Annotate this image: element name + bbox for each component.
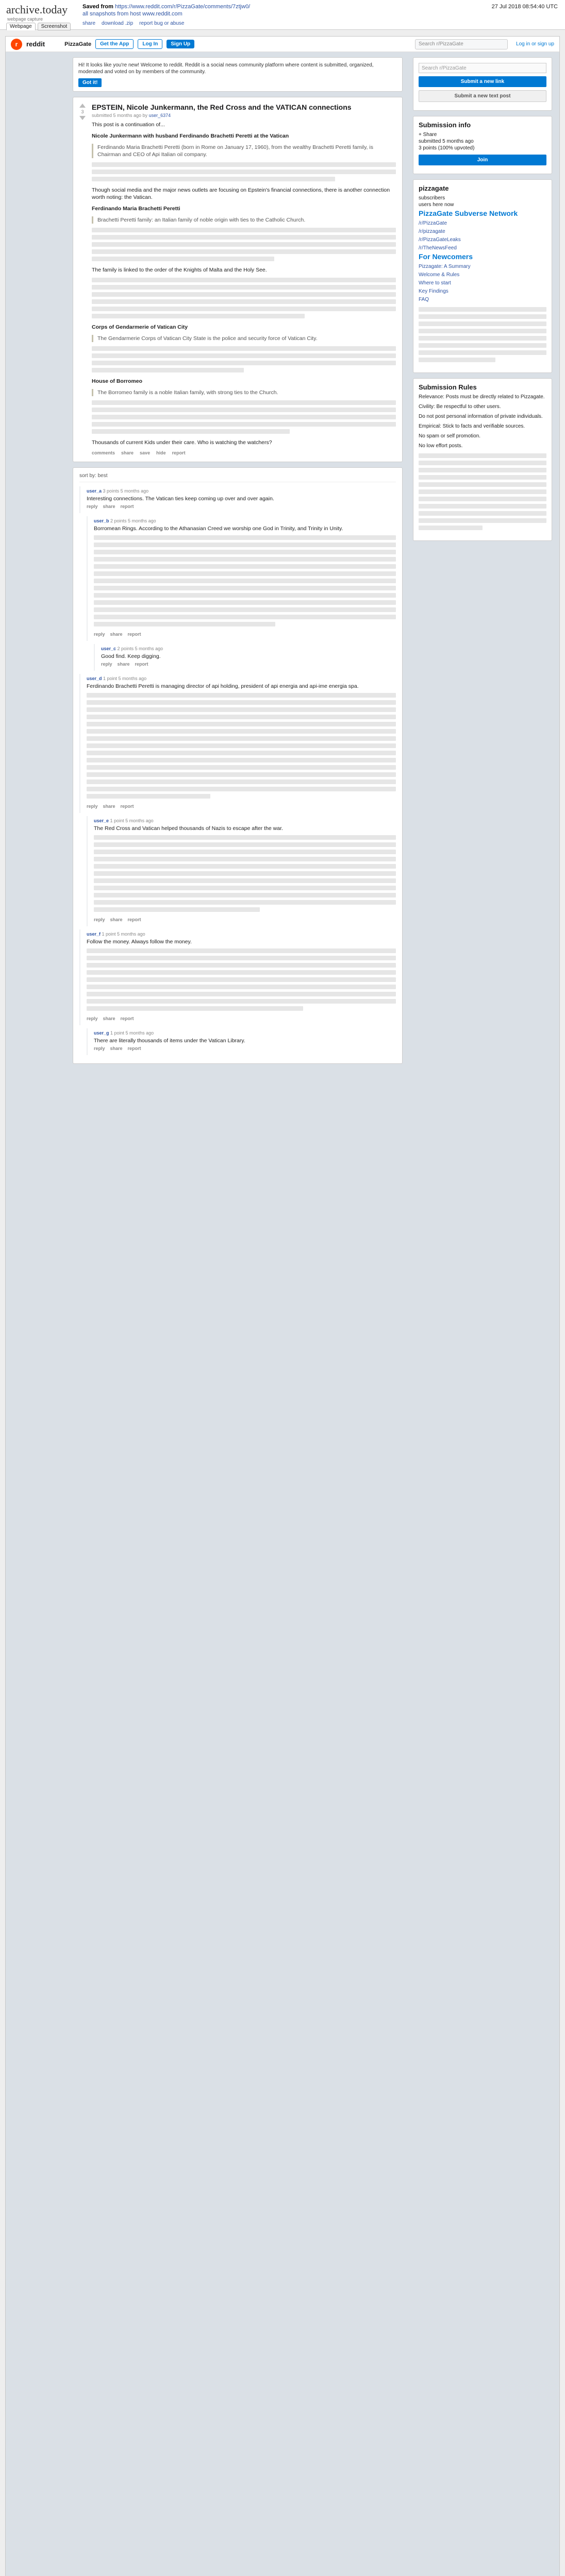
comment-score: 3 points 5 months ago [103,488,149,494]
submission-info-title: Submission info [419,121,471,129]
reply-button[interactable]: reply [87,804,98,809]
comment [79,929,396,1025]
share-button[interactable]: share [121,450,134,455]
network-link[interactable]: /r/pizzagate [419,229,445,234]
share-button[interactable]: share [117,662,130,667]
rule-item: Do not post personal information of private individuals. [419,414,543,419]
post-intro: This post is a continuation of... [92,122,165,128]
comment-meta [94,1030,396,1036]
comment [79,486,396,513]
comment-score: 1 point 5 months ago [110,1030,154,1036]
comment-author[interactable]: user_c [101,646,117,651]
rule-item: Empirical: Stick to facts and verifiable sources. [419,423,525,429]
filler-block [87,948,396,1011]
share-button[interactable]: share [110,632,123,637]
network-link[interactable]: /r/PizzaGateLeaks [419,237,461,243]
post-card [73,97,403,462]
post-meta [92,113,396,118]
comments-section [73,467,403,1064]
comment-meta [87,931,396,937]
comment-score: 1 point 5 months ago [102,931,145,937]
post-actions [92,450,396,455]
reply-button[interactable]: reply [87,504,98,509]
filler-block [94,535,396,626]
comment-text: Follow the money. Always follow the money. [87,939,192,945]
reddit-wordmark[interactable]: reddit [26,40,45,48]
comment-actions [94,632,396,637]
post-author[interactable]: user_6374 [148,113,171,118]
comment-meta [87,676,396,681]
got-it-button[interactable]: Got it! [78,78,102,87]
comment-actions [87,804,396,809]
comment-author[interactable]: user_b [94,518,109,523]
report-link[interactable]: report bug or abuse [139,21,185,26]
filler-block [419,307,546,362]
post-score: 3 [81,109,84,114]
comment-text: The Red Cross and Vatican helped thousands of Nazis to escape after the war. [94,825,283,832]
reddit-logo-icon[interactable]: r [11,39,22,50]
saved-from-url[interactable]: https://www.reddit.com/r/PizzaGate/comments/7ztjw0/ [114,4,251,10]
upvote-icon[interactable] [79,104,86,108]
filler-block [419,453,546,530]
rule-item: Civility: Be respectful to other users. [419,404,501,410]
comment-text: Borromean Rings. According to the Athanasian Creed we worship one God in Trinity, and Trinity in Unity. [94,526,343,532]
share-button[interactable]: share [110,917,123,922]
comment-text: Ferdinando Brachetti Peretti is managing director of api holding, president of api energia and api-ime energia spa. [87,683,359,689]
info-line: submitted 5 months ago [419,139,474,144]
comment-score: 2 points 5 months ago [117,646,163,651]
report-button[interactable]: report [135,662,148,667]
newcomer-link[interactable]: Welcome & Rules [419,272,460,278]
info-line: 3 points (100% upvoted) [419,145,475,151]
filler-block [92,162,396,181]
network-links [419,220,546,251]
welcome-text: Hi! It looks like you're new! Welcome to reddit. Reddit is a social news community platform where content is submitted, organized, moderated and voted on by members of the community. [78,62,374,75]
newcomer-link[interactable]: FAQ [419,297,429,302]
welcome-notice [73,57,403,92]
newcomer-link[interactable]: Where to start [419,280,451,286]
comment-meta [101,646,396,651]
comment-score: 1 point 5 months ago [110,818,154,823]
comment-actions [87,1016,396,1021]
post-paragraph-4: The family is linked to the order of the Knights of Malta and the Holy See. [92,267,267,273]
post-heading-1: Nicole Junkermann with husband Ferdinando Brachetti Peretti at the Vatican [92,133,289,139]
filler-block [92,346,396,372]
share-button[interactable]: share [103,504,115,509]
network-heading: PizzaGate Subverse Network [419,209,518,217]
comment-score: 1 point 5 months ago [103,676,147,681]
vote-widget [78,104,87,120]
downvote-icon[interactable] [79,116,86,120]
info-line[interactable]: + Share [419,132,437,138]
save-button[interactable]: save [140,450,151,455]
subscribers-label: subscribers [419,195,445,201]
newcomer-links [419,263,546,303]
share-button[interactable]: share [110,1046,123,1051]
reply-button[interactable]: reply [94,632,105,637]
comment-sort[interactable]: sort by: best [79,473,396,482]
report-button[interactable]: report [120,504,134,509]
comment-meta [94,518,396,523]
newcomer-link[interactable]: Key Findings [419,289,448,294]
report-button[interactable]: report [127,917,141,922]
filler-block [92,228,396,261]
archived-page-frame [5,36,560,2576]
submission-info-box [413,116,552,174]
signup-button[interactable]: Sign Up [167,40,194,48]
reply-button[interactable]: reply [101,662,112,667]
reply-button[interactable]: reply [94,1046,105,1051]
comment-meta [94,818,396,823]
join-button[interactable]: Join [419,155,546,165]
rules-box [413,378,552,541]
filler-block [92,278,396,318]
tab-screenshot[interactable]: Screenshot [38,23,71,30]
report-button[interactable]: report [127,1046,141,1051]
subreddit-title[interactable]: pizzagate [419,184,449,192]
comment-text: Interesting connections. The Vatican ties keep coming up over and over again. [87,496,274,502]
subreddit-name[interactable]: PizzaGate [64,41,92,47]
filler-block [87,693,396,799]
post-closing: Thousands of current Kids under their care. Who is watching the watchers? [92,439,272,446]
submit-text-button[interactable]: Submit a new text post [419,90,546,102]
sidebar-search-box [413,57,552,111]
online-label: users here now [419,202,454,208]
comment-text: Good find. Keep digging. [101,653,161,659]
post-quote-2: Brachetti Peretti family: an Italian family of noble origin with ties to the Catholic Church. [92,216,396,224]
post-paragraph-2: Though social media and the major news outlets are focusing on Epstein's financial connections, there is another connection worth noting: the Vatican. [92,187,390,200]
comment [87,816,396,926]
archive-header [0,0,565,30]
comment-score: 2 points 5 months ago [110,518,156,523]
tab-webpage[interactable]: Webpage [6,23,36,30]
comment-actions [94,917,396,922]
newcomers-heading: For Newcomers [419,252,473,261]
comment-actions [87,504,396,509]
comment-actions [94,1046,396,1051]
get-app-button[interactable]: Get the App [95,39,134,49]
rule-item: No low effort posts. [419,443,463,449]
archive-saved-from [82,3,250,18]
post-meta-text: submitted 5 months ago by [92,113,148,118]
all-snapshots-link[interactable]: all snapshots from host www.reddit.com [82,11,182,17]
comment-meta [87,488,396,494]
comment-text: There are literally thousands of items under the Vatican Library. [94,1038,245,1044]
submit-link-button[interactable]: Submit a new link [419,76,546,87]
post-heading-3: Corps of Gendarmerie of Vatican City [92,324,188,330]
comment-actions [101,662,396,667]
share-button[interactable]: share [103,804,115,809]
comment-author[interactable]: user_e [94,818,109,823]
rule-item: No spam or self promotion. [419,433,481,439]
archive-date: 27 Jul 2018 08:54:40 UTC [491,4,558,10]
post-quote-1: Ferdinando Maria Brachetti Peretti (born in Rome on January 17, 1960), from the wealthy Brachetti Peretti family, is Chairman and CEO of Api Italian oil company. [92,144,396,158]
report-button[interactable]: report [120,804,134,809]
download-link[interactable]: download .zip [102,21,134,26]
newcomer-link[interactable]: Pizzagate: A Summary [419,264,471,269]
post-body [92,121,396,446]
filler-block [94,835,396,912]
reddit-top-bar [6,37,559,52]
archive-subtitle-line: webpage capture [7,16,43,22]
comment [94,644,396,671]
archive-logo[interactable]: archive.today [6,3,68,16]
post-quote-3: The Gendarmerie Corps of Vatican City State is the police and security force of Vatican City. [92,335,396,342]
comment [87,516,396,641]
post-heading-4: House of Borromeo [92,378,143,384]
comments-link[interactable]: comments [92,450,115,455]
reply-button[interactable]: reply [94,917,105,922]
sidebar-search-input[interactable]: Search r/PizzaGate [419,63,546,73]
archive-tabs [6,23,71,30]
post-heading-2: Ferdinando Maria Brachetti Peretti [92,206,180,212]
saved-from-label: Saved from [82,4,113,10]
post-title[interactable]: EPSTEIN, Nicole Junkermann, the Red Cross and the VATICAN connections [92,103,352,111]
login-button[interactable]: Log In [138,39,162,49]
report-button[interactable]: report [172,450,186,455]
main-column [73,57,403,1064]
post-quote-4: The Borromeo family is a noble Italian family, with strong ties to the Church. [92,389,396,396]
share-button[interactable]: share [103,1016,115,1021]
network-link[interactable]: /r/TheNewsFeed [419,245,457,251]
network-link[interactable]: /r/PizzaGate [419,221,447,226]
comment-author[interactable]: user_g [94,1030,109,1036]
rule-item: Relevance: Posts must be directly related to Pizzagate. [419,394,545,400]
sidebar [413,57,552,546]
report-button[interactable]: report [120,1016,134,1021]
subreddit-info-box [413,179,552,373]
rules-title: Submission Rules [419,383,477,391]
comment-author[interactable]: user_f [87,931,101,937]
comment-author[interactable]: user_d [87,676,102,681]
hide-button[interactable]: hide [156,450,166,455]
report-button[interactable]: report [127,632,141,637]
filler-block [92,400,396,434]
reply-button[interactable]: reply [87,1016,98,1021]
comment [79,674,396,813]
login-signup-link[interactable]: Log in or sign up [516,41,554,47]
share-link[interactable]: share [82,21,96,26]
archive-subtitle [7,16,43,22]
comment-author[interactable]: user_a [87,488,102,494]
comment [87,1028,396,1055]
archive-tools [82,21,184,26]
top-search-input[interactable]: Search r/PizzaGate [415,39,508,49]
